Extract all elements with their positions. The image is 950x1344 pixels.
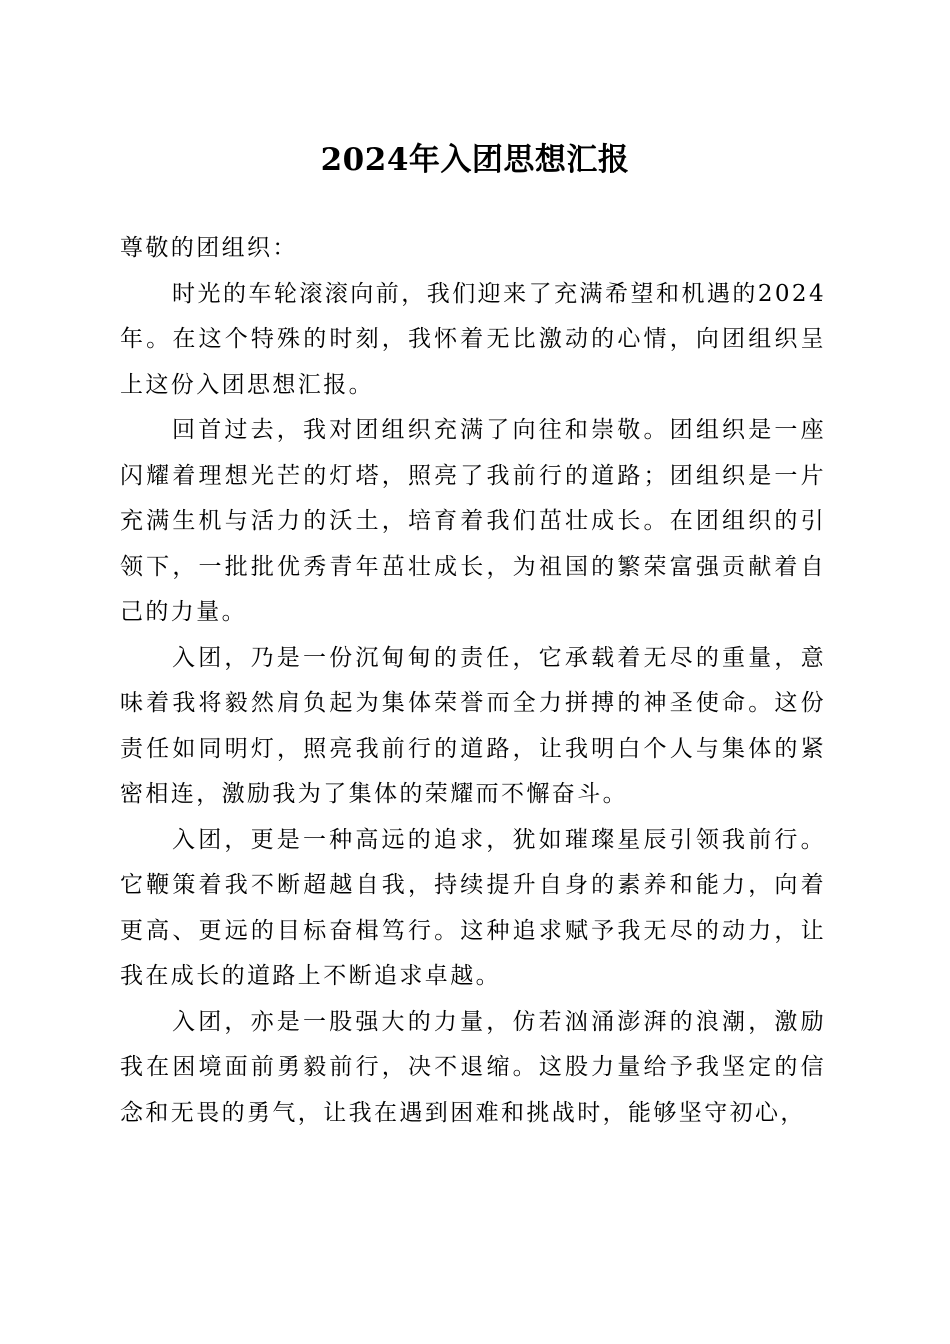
paragraph: 时光的车轮滚滚向前，我们迎来了充满希望和机遇的2024年。在这个特殊的时刻，我怀着无比激动的心情，向团组织呈上这份入团思想汇报。 — [120, 280, 826, 398]
paragraph: 入团，更是一种高远的追求，犹如璀璨星辰引领我前行。它鞭策着我不断超越自我，持续提升自身的素养和能力，向着更高、更远的目标奋楫笃行。这种追求赋予我无尽的动力，让我在成长的道路上不断追求卓越。 — [120, 826, 826, 989]
document-title: 2024年入团思想汇报 — [320, 142, 630, 178]
paragraph: 入团，乃是一份沉甸甸的责任，它承载着无尽的重量，意味着我将毅然肩负起为集体荣誉而全力拼搏的神圣使命。这份责任如同明灯，照亮我前行的道路，让我明白个人与集体的紧密相连，激励我为了集体的荣耀而不懈奋斗。 — [120, 644, 826, 807]
document-body — [120, 226, 826, 1136]
paragraph: 回首过去，我对团组织充满了向往和崇敬。团组织是一座闪耀着理想光芒的灯塔，照亮了我前行的道路；团组织是一片充满生机与活力的沃土，培育着我们茁壮成长。在团组织的引领下，一批批优秀青年茁壮成长，为祖国的繁荣富强贡献着自己的力量。 — [120, 417, 826, 625]
paragraph: 入团，亦是一股强大的力量，仿若汹涌澎湃的浪潮，激励我在困境面前勇毅前行，决不退缩。这股力量给予我坚定的信念和无畏的勇气，让我在遇到困难和挑战时，能够坚守初心， — [120, 1008, 826, 1126]
greeting: 尊敬的团组织： — [120, 235, 298, 261]
